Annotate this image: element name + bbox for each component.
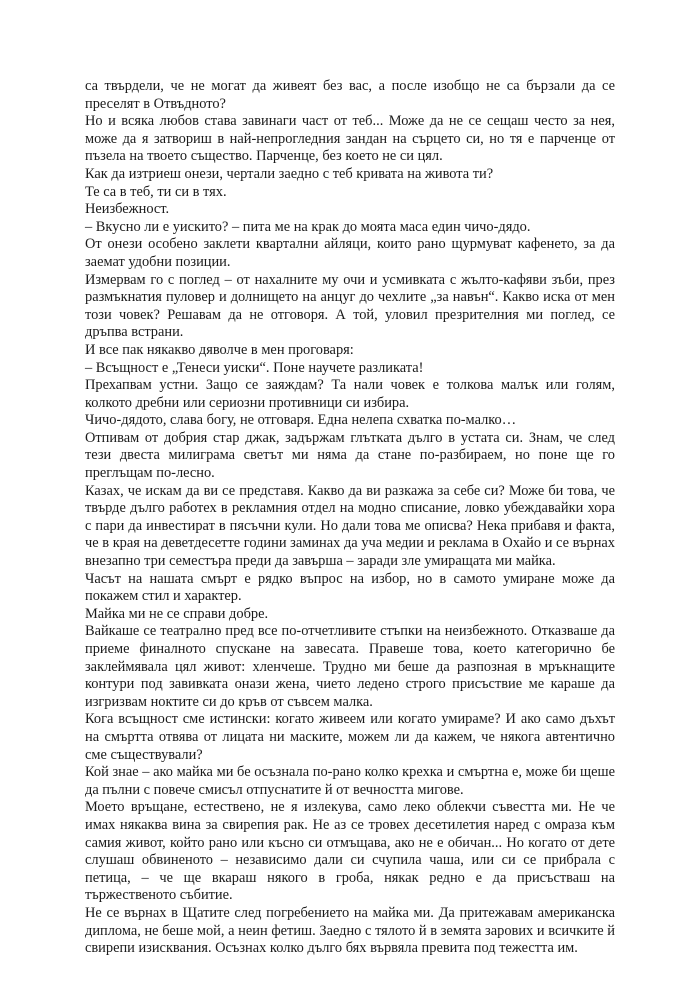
paragraph: Моето връщане, естествено, не я излекува, само леко облекчи съвестта ми. Не че имах някаква вина за свирепия рак. Не аз се тровех десетилетия наред с омраза към самия живот, който рано или късно си отмъщава, ако не е обичан... Но когато от дете слушаш обвиненото – независимо дали си счупила чаша, или си се прибрала с петица, – че ще вкараш някого в гроба, някак редно е да присъстваш на тържественото събитие. [85,799,615,904]
paragraph: Казах, че искам да ви се представя. Какво да ви разкажа за себе си? Може би това, че твърде дълго работех в рекламния отдел на модно списание, ловко убеждавайки хора с пари да инвестират в пясъчни кули. Но дали това ме описва? Нека прибавя и факта, че в края на деветдесетте години заминах да уча медии и реклама в Охайо и се върнах внезапно три семестъра преди да завърша – заради зле умиращата ми майка. [85,482,615,570]
paragraph: Те са в теб, ти си в тях. [85,183,227,200]
paragraph: Прехапвам устни. Защо се заяждам? Та нали човек е толкова малък или голям, колкото дребни или сериозни противници си избира. [85,377,615,411]
paragraph: Не се върнах в Щатите след погребението на майка ми. Да притежавам американска диплома, не беше мой, а неин фетиш. Заедно с тялото й в земята зарових и всичките й свирепи изисквания. Осъзнах колко дълго бях вървяла превита под тежестта им. [85,904,615,957]
paragraph: Часът на нашата смърт е рядко въпрос на избор, но в самото умиране може да покажем стил и характер. [85,570,615,605]
paragraph: Отпивам от добрия стар джак, задържам глътката дълго в устата си. Знам, че след тези двеста милиграма светът ми няма да стане по-разбираем, но поне ще го преглъщам по-лесно. [85,429,615,482]
paragraph: От онези особено заклети квартални айляци, които рано щурмуват кафенето, за да заемат удобни позиции. [85,236,615,270]
paragraph: Как да изтриеш онези, чертали заедно с теб кривата на живота ти? [85,165,494,182]
paragraph: Но и всяка любов става завинаги част от теб... Може да не се сещаш често за нея, може да я затвориш в най-непрогледния зандан на сърцето си, но тя е парченце от пъзела на твоето същество. Парченце, без което не си цял. [85,113,615,165]
paragraph: И все пак някакво дяволче в мен проговаря: [85,341,354,358]
paragraph: Майка ми не се справи добре. [85,605,269,622]
paragraph: – Вкусно ли е уискито? – пита ме на крак до моята маса един чичо-дядо. [85,218,531,235]
paragraph: Неизбежност. [85,201,170,218]
paragraph: – Всъщност е „Тенеси уиски“. Поне научете разликата! [85,359,424,376]
paragraph: са твърдели, че не могат да живеят без вас, а после изобщо не са бързали да се преселят в Отвъдното? [85,78,615,112]
paragraph: Кой знае – ако майка ми бе осъзнала по-рано колко крехка и смъртна е, може би щеше да пълни с повече смисъл отпуснатите й от вечността мигове. [85,764,615,798]
document-page [85,78,615,958]
paragraph: Измервам го с поглед – от нахалните му очи и усмивката с жълто-кафяви зъби, през размъкнатия пуловер и долнището на анцуг до чехлите „за навън“. Какво иска от мен този човек? Решавам да не отговоря. А той, уловил презрителния ми поглед, се дръпва встрани. [85,271,615,341]
paragraph: Чичо-дядото, слава богу, не отговаря. Една нелепа схватка по-малко… [85,412,517,429]
paragraph: Кога всъщност сме истински: когато живеем или когато умираме? И ако само дъхът на смъртта отвява от лицата ни маските, можем ли да кажем, че някога автентично сме съществували? [85,711,615,763]
paragraph: Вайкаше се театрално пред все по-отчетливите стъпки на неизбежното. Отказваше да приеме финалното спускане на завесата. Правеше това, което категорично бе заклеймявала цял живот: хленчеше. Трудно ми беше да разпозная в мръкнащите контури под завивката онази жена, чието ледено строго присъствие ме караше да изгризвам ноктите си до кръв от съвсем малка. [85,623,615,710]
